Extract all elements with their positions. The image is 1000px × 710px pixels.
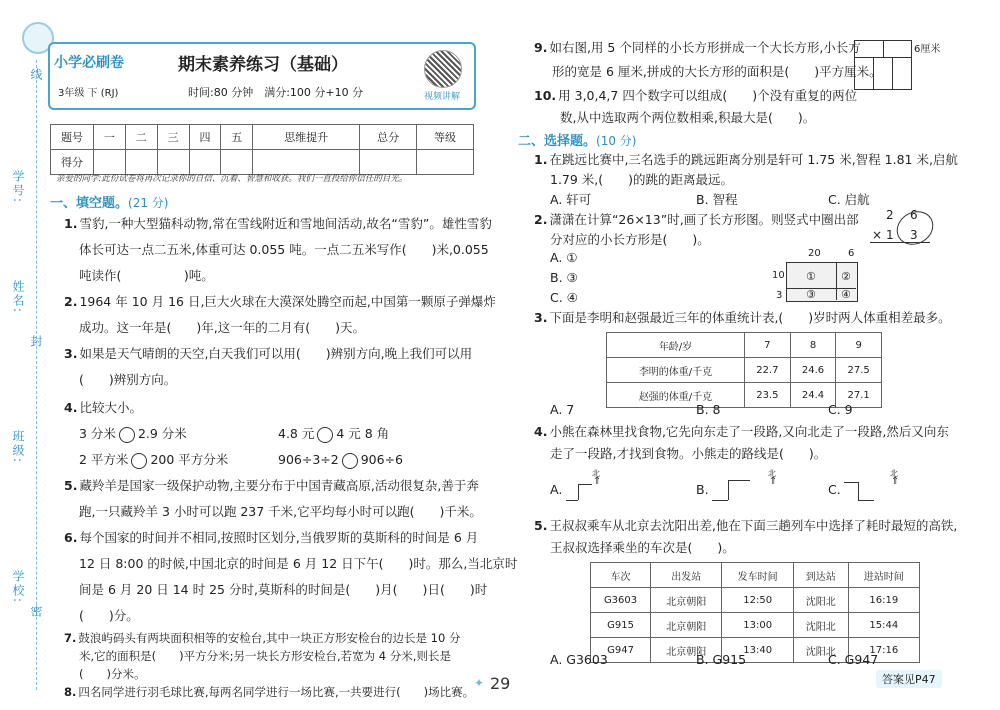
compare-circle-input[interactable]: [342, 453, 358, 469]
q5-text-1: 藏羚羊是国家一级保护动物,主要分布于中国青藏高原,活动很复杂,善于奔: [79, 478, 479, 493]
q3-line1: [64, 340, 472, 368]
rect-top-label-b: 6: [848, 248, 855, 259]
s5-option-b[interactable]: B. G915: [696, 652, 747, 667]
route-b-figure: [712, 470, 782, 510]
q2-number: 2.: [64, 294, 78, 309]
q4-number: 4.: [64, 400, 78, 415]
q8-number: 8.: [64, 685, 77, 699]
answer-ref: 答案见P47: [876, 670, 942, 688]
q10-line2: 数,从中选取两个两位数相乘,积最大是( )。: [560, 110, 816, 125]
q4-title: [64, 394, 142, 422]
section-2-points: (10 分): [596, 134, 637, 148]
s2-option-c[interactable]: C. ④: [550, 290, 578, 305]
q3-line2: ( )辨别方向。: [79, 372, 177, 387]
route-segment: [858, 482, 859, 500]
q4-compare-2: [278, 420, 389, 448]
north-arrow-icon: ⇑: [593, 476, 602, 487]
s3-number: 3.: [534, 310, 548, 325]
score-cell: 等级: [417, 125, 474, 150]
train-header: 出发站: [651, 563, 722, 588]
s5-line2: 王叔叔选择乘坐的车次是( )。: [550, 540, 735, 555]
fig-vline: [873, 57, 874, 89]
brand-label: 小学必刷卷: [54, 55, 124, 71]
s2-text-1: 潇潇在计算“26×13”时,画了长方形图。则竖式中圈出部: [549, 212, 859, 227]
score-cell: 二: [125, 125, 157, 150]
score-cell: 四: [189, 125, 221, 150]
weight-cell: 27.1: [836, 383, 882, 408]
q2-text-1: 1964 年 10 月 16 日,巨大火球在大漠深处腾空而起,中国第一颗原子弹爆炸: [79, 294, 496, 309]
s2-vertical-calc: [870, 208, 936, 244]
side-label-line: 线: [29, 68, 43, 82]
score-cell: 五: [221, 125, 253, 150]
score-input[interactable]: [94, 150, 126, 175]
side-label-seal2: 密: [29, 605, 43, 619]
s5-option-c[interactable]: C. G947: [828, 652, 879, 667]
train-cell: 12:50: [722, 588, 793, 613]
train-cell: 13:00: [722, 613, 793, 638]
q6-line4: ( )分。: [79, 608, 139, 623]
weight-header: 7: [745, 333, 791, 358]
train-cell: 16:19: [848, 588, 919, 613]
side-label-student-id: 学号:: [11, 170, 25, 205]
q1-line3: 吨读作( )吨。: [79, 268, 214, 283]
compare-circle-input[interactable]: [131, 453, 147, 469]
compare-right: 200 平方分米: [150, 452, 229, 467]
s5-number: 5.: [534, 518, 548, 533]
train-cell: 北京朝阳: [651, 588, 722, 613]
binding-line: [36, 60, 37, 690]
route-segment: [566, 500, 578, 501]
side-label-seal: 封: [29, 335, 43, 349]
side-label-class: 班级:: [11, 430, 25, 465]
score-input[interactable]: [417, 150, 474, 175]
section-1-title: [50, 192, 168, 211]
weight-cell: 24.6: [790, 358, 836, 383]
q1-text-1: 雪豹,一种大型猫科动物,常在雪线附近和雪地间活动,故名“雪豹”。雄性雪豹: [79, 216, 492, 231]
q7-line3: ( )分米。: [79, 667, 146, 681]
s5-text-1: 王叔叔乘车从北京去沈阳出差,他在下面三趟列车中选择了耗时最短的高铁,: [549, 518, 958, 533]
s3-option-a[interactable]: A. 7: [550, 402, 575, 417]
q2-line2: 成功。这一年是( )年,这一年的二月有( )天。: [79, 320, 365, 335]
s1-number: 1.: [534, 152, 548, 167]
calc-operator: ×: [872, 228, 883, 242]
weight-cell: 赵强的体重/千克: [607, 383, 745, 408]
rect-divider: [836, 262, 837, 300]
q9-figure: [854, 40, 912, 90]
route-segment: [728, 480, 729, 500]
weight-header: 8: [790, 333, 836, 358]
q3-number: 3.: [64, 346, 78, 361]
score-input[interactable]: [360, 150, 417, 175]
q2-line1: [64, 288, 496, 316]
calc-ellipse: [891, 205, 940, 252]
q9-fig-label: 6厘米: [914, 44, 941, 55]
weight-cell: 李明的体重/千克: [607, 358, 745, 383]
rect-left-label-1: 10: [772, 270, 785, 281]
q6-number: 6.: [64, 530, 78, 545]
q9-number: 9.: [534, 40, 548, 55]
score-cell: 思维提升: [253, 125, 360, 150]
s1-option-a[interactable]: A. 轩可: [550, 192, 592, 207]
train-cell: G947: [591, 638, 651, 663]
q1-line1: [64, 210, 492, 238]
compare-left: 2 平方米: [79, 452, 129, 467]
weight-cell: 24.4: [790, 383, 836, 408]
train-header: 车次: [591, 563, 651, 588]
compare-right: 4 元 8 角: [336, 426, 390, 441]
exam-info: 时间:80 分钟 满分:100 分+10 分: [188, 86, 364, 99]
q8-text-1: 四名同学进行羽毛球比赛,每两名同学进行一场比赛,一共要进行( )场比赛。: [78, 685, 475, 699]
s3-line1: [534, 304, 951, 332]
route-segment: [844, 482, 858, 483]
train-header: 进站时间: [848, 563, 919, 588]
q7-line2: 米,它的面积是( )平方分米;另一块长方形安检台,若宽为 4 分米,则长是: [79, 649, 451, 663]
page-ornament: ✦: [474, 676, 485, 690]
weight-table: [606, 332, 882, 408]
compare-left: 906÷3÷2: [278, 452, 339, 467]
video-label: 视频讲解: [424, 92, 461, 102]
compare-left: 3 分米: [79, 426, 116, 441]
train-cell: 沈阳北: [793, 588, 848, 613]
compare-left: 4.8 元: [278, 426, 315, 441]
q4-compare-3: [79, 446, 228, 474]
score-cell: 一: [94, 125, 126, 150]
route-segment: [578, 484, 579, 500]
s2-option-a[interactable]: A. ①: [550, 250, 578, 265]
q5-line1: [64, 472, 479, 500]
calc-digit: 1: [886, 228, 894, 242]
q6-text-1: 每个国家的时间并不相同,按照时区划分,当俄罗斯的莫斯科的时间是 6 月: [79, 530, 479, 545]
train-cell: 北京朝阳: [651, 613, 722, 638]
q8-line1: [64, 682, 474, 702]
compare-right: 2.9 分米: [137, 426, 187, 441]
score-cell: 总分: [360, 125, 417, 150]
calc-digit: 2: [886, 208, 894, 222]
s1-text-1: 在跳远比赛中,三名选手的跳远距离分别是轩可 1.75 米,智程 1.81 米,启航: [549, 152, 958, 167]
train-cell: 北京朝阳: [651, 638, 722, 663]
notice-text: 亲爱的同学:此份试卷将再次记录你的自信、沉着、智慧和收获。我们一直投给你信任的目光。: [56, 174, 408, 184]
s1-option-c[interactable]: C. 启航: [828, 192, 870, 207]
s2-number: 2.: [534, 212, 548, 227]
train-cell: 15:44: [848, 613, 919, 638]
route-c-figure: [844, 470, 914, 510]
score-cell: 题号: [51, 125, 94, 150]
score-input[interactable]: [221, 150, 253, 175]
q6-line1: [64, 524, 478, 552]
rect-part-1: ①: [806, 270, 816, 283]
weight-cell: 22.7: [745, 358, 791, 383]
score-input[interactable]: [189, 150, 221, 175]
q6-line2: 12 日 8:00 的时候,中国北京的时间是 6 月 12 日下午( )时。那么,当北京时: [79, 556, 518, 571]
s3-text-1: 下面是李明和赵强最近三年的体重统计表,( )岁时两人体重相差最多。: [549, 310, 951, 325]
q3-text-1: 如果是天气晴朗的天空,白天我们可以用( )辨别方向,晚上我们可以用: [79, 346, 473, 361]
q4-compare-4: [278, 446, 403, 474]
q4-text: 比较大小。: [79, 400, 142, 415]
q7-line1b: [64, 628, 460, 648]
q10-text-1: 用 3,0,4,7 四个数字可以组成( )个没有重复的两位: [558, 88, 858, 103]
s4-text-1: 小熊在森林里找食物,它先向东走了一段路,又向北走了一段路,然后又向东: [549, 424, 949, 439]
s4-number: 4.: [534, 424, 548, 439]
s1-line2: 1.79 米,( )的跳的距离最远。: [550, 172, 734, 187]
score-row-label: 得分: [51, 150, 94, 175]
compare-right: 906÷6: [360, 452, 404, 467]
weight-header: 年龄/岁: [607, 333, 745, 358]
calc-digit: 6: [910, 208, 918, 222]
score-table: [50, 124, 474, 175]
page-title: 期末素养练习（基础）: [178, 55, 348, 75]
side-label-school: 学校:: [11, 570, 25, 605]
north-label: 北: [768, 469, 776, 478]
score-input[interactable]: [125, 150, 157, 175]
north-arrow-icon: ⇑: [769, 476, 778, 487]
train-cell: 13:40: [722, 638, 793, 663]
q9-line2: 形的宽是 6 厘米,拼成的大长方形的面积是( )平方厘米。: [552, 64, 882, 79]
train-header: 发车时间: [722, 563, 793, 588]
qr-code-icon[interactable]: [424, 50, 462, 88]
score-input[interactable]: [157, 150, 189, 175]
s1-option-b[interactable]: B. 智程: [696, 192, 738, 207]
train-cell: G915: [591, 613, 651, 638]
rect-left-label-2: 3: [776, 290, 783, 301]
s4-option-a[interactable]: A.: [550, 482, 563, 497]
calc-digit: 3: [910, 228, 918, 242]
rect-part-4: ④: [841, 288, 851, 301]
q1-line2: 体长可达一点二五米,体重可达 0.055 吨。一点二五米写作( )米,0.055: [79, 242, 489, 257]
s5-option-a[interactable]: A. G3603: [550, 652, 608, 667]
s4-option-c[interactable]: C.: [828, 482, 841, 497]
q5-line2: 跑,一只藏羚羊 3 小时可以跑 237 千米,它平均每小时可以跑( )千米。: [79, 504, 482, 519]
route-segment: [578, 484, 592, 485]
route-segment: [712, 500, 728, 501]
s4-line2: 走了一段路,才找到食物。小熊走的路线是( )。: [550, 446, 827, 461]
rect-part-3: ③: [806, 288, 816, 301]
q7-text-1: 鼓浪屿码头有两块面积相等的安检台,其中一块正方形安检台的边长是 10 分: [78, 631, 461, 645]
weight-header: 9: [836, 333, 882, 358]
page-number: 29: [490, 674, 511, 693]
route-segment: [728, 480, 750, 481]
q5-number: 5.: [64, 478, 78, 493]
s3-option-b[interactable]: B. 8: [696, 402, 721, 417]
compare-circle-input[interactable]: [119, 427, 135, 443]
train-table: [590, 562, 920, 663]
score-cell: 三: [157, 125, 189, 150]
rect-top-label: 20: [808, 248, 821, 259]
section-1-points: (21 分): [128, 196, 169, 210]
q4-compare-1: [79, 420, 187, 448]
rect-part-2: ②: [841, 270, 851, 283]
route-segment: [858, 500, 874, 501]
q7-number: 7.: [64, 631, 77, 645]
route-a-figure: [566, 470, 606, 510]
s3-option-c[interactable]: C. 9: [828, 402, 853, 417]
q10-number: 10.: [534, 88, 557, 103]
s2-option-b[interactable]: B. ③: [550, 270, 578, 285]
train-cell: 沈阳北: [793, 613, 848, 638]
train-cell: G3603: [591, 588, 651, 613]
section-1-label: 一、填空题。: [50, 196, 129, 211]
compare-circle-input[interactable]: [317, 427, 333, 443]
north-arrow-icon: ⇑: [891, 476, 900, 487]
train-header: 到达站: [793, 563, 848, 588]
score-input[interactable]: [253, 150, 360, 175]
side-label-name: 姓名:: [11, 280, 25, 315]
north-label: 北: [890, 469, 898, 478]
q6-line3: 间是 6 月 20 日 14 时 25 分时,莫斯科的时间是( )月( )日( )时: [79, 582, 488, 597]
grade-label: 3年级 下 (RJ): [58, 88, 119, 99]
section-2-label: 二、选择题。: [518, 134, 597, 149]
train-cell: 17:16: [848, 638, 919, 663]
q9-text-1: 如右图,用 5 个同样的小长方形拼成一个大长方形,小长方: [549, 40, 861, 55]
weight-cell: 27.5: [836, 358, 882, 383]
s4-option-b[interactable]: B.: [696, 482, 709, 497]
north-label: 北: [592, 469, 600, 478]
fig-vline: [883, 41, 884, 57]
fig-hline: [855, 57, 911, 58]
fig-vline: [892, 57, 893, 89]
s2-rect-diagram: [772, 248, 866, 304]
weight-cell: 23.5: [745, 383, 791, 408]
s2-line2: 分对应的小长方形是( )。: [550, 232, 710, 247]
train-cell: 沈阳北: [793, 638, 848, 663]
q1-number: 1.: [64, 216, 78, 231]
